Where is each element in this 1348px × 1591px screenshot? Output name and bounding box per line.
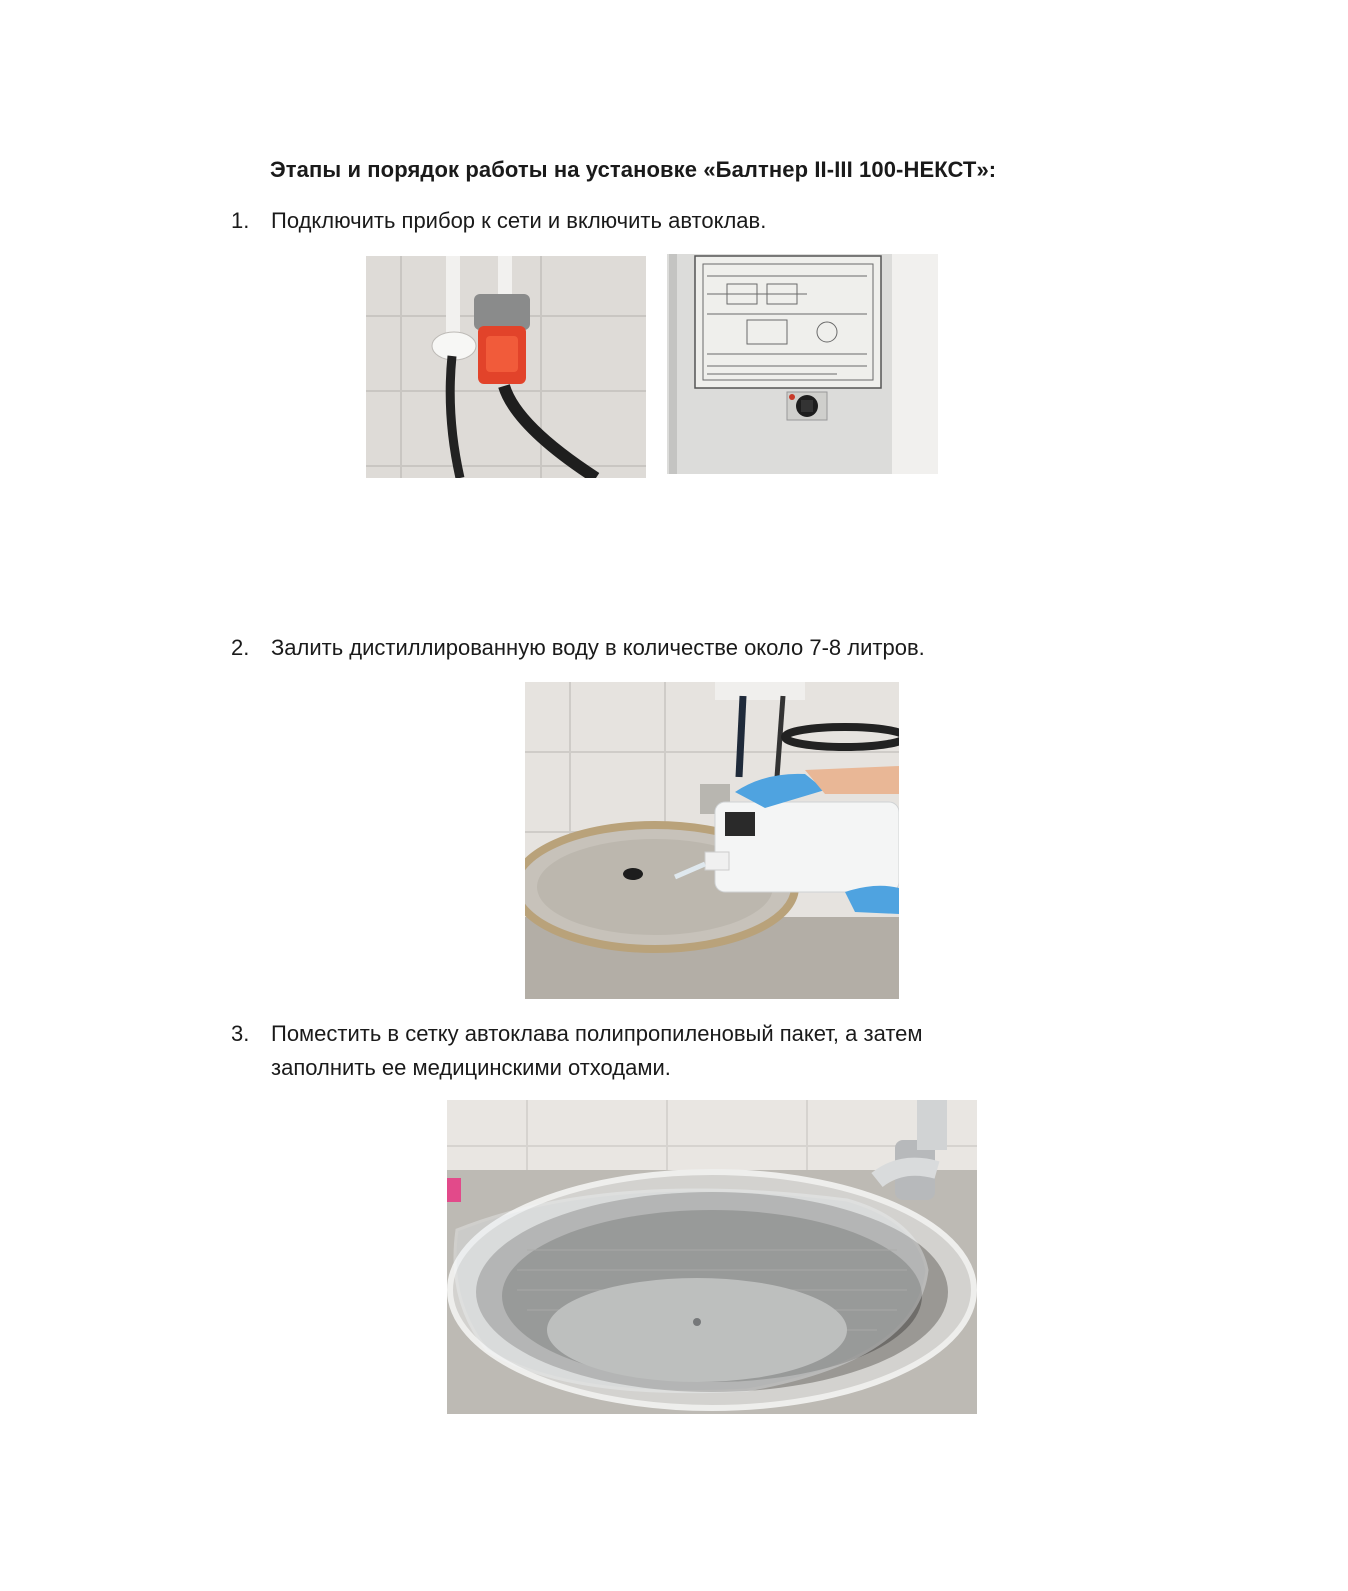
pouring-water-image bbox=[525, 682, 899, 999]
step-text-line-2: заполнить ее медицинскими отходами. bbox=[271, 1055, 671, 1080]
autoclave-panel-image bbox=[667, 254, 938, 474]
basket-bag-image bbox=[447, 1100, 977, 1414]
step-text: Залить дистиллированную воду в количестве около 7-8 литров. bbox=[271, 635, 925, 660]
step-number: 3. bbox=[231, 1021, 250, 1046]
step-number: 2. bbox=[231, 635, 250, 660]
step-3 bbox=[231, 1017, 1131, 1085]
basket-bag-photo bbox=[447, 1100, 977, 1414]
step-2 bbox=[231, 631, 1131, 665]
step-number: 1. bbox=[231, 208, 250, 233]
autoclave-panel-photo bbox=[667, 254, 938, 474]
pouring-water-photo bbox=[525, 682, 899, 999]
step-1 bbox=[231, 204, 1131, 238]
page-title: Этапы и порядок работы на установке «Балтнер II-III 100-НЕКСТ»: bbox=[270, 157, 997, 182]
power-plug-photo bbox=[366, 256, 646, 478]
step-text-line-1: Поместить в сетку автоклава полипропиленовый пакет, а затем bbox=[271, 1021, 923, 1046]
step-text: Подключить прибор к сети и включить автоклав. bbox=[271, 208, 767, 233]
power-plug-image bbox=[366, 256, 646, 478]
